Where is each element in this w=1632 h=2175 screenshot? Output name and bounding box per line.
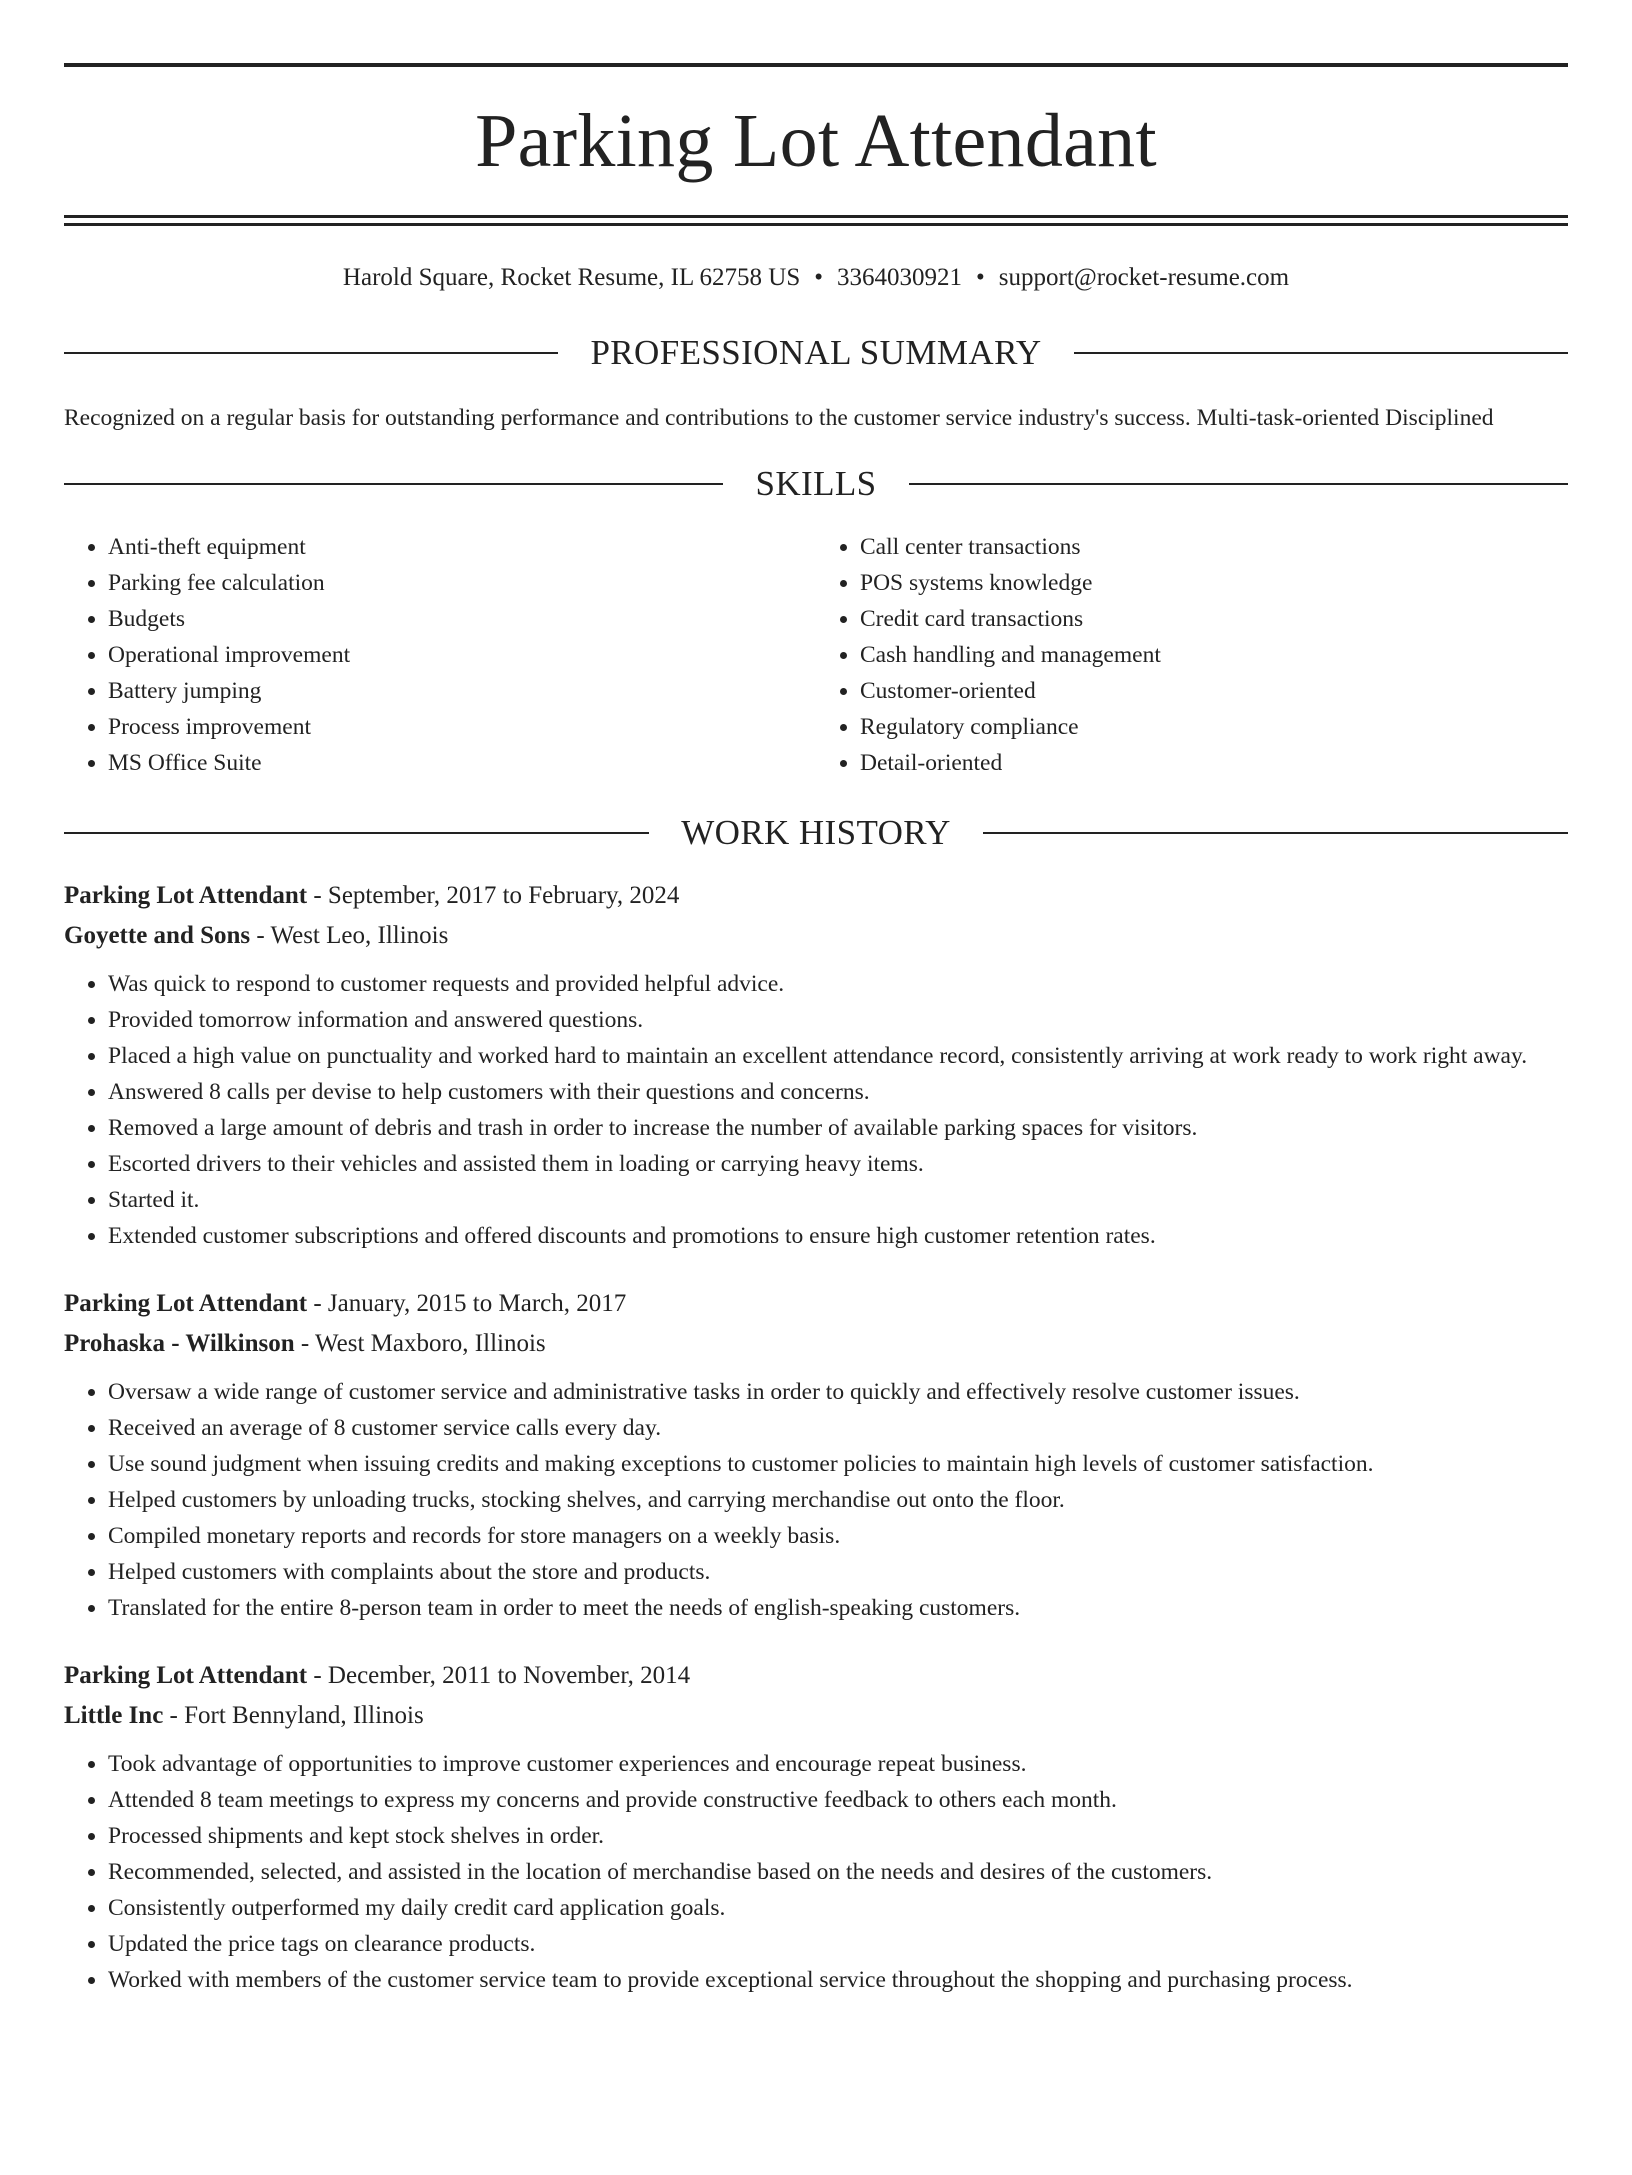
job-entry: [64, 876, 1568, 1254]
contact-separator: •: [976, 264, 985, 291]
job-title: Parking Lot Attendant: [64, 1290, 308, 1317]
job-bullet: • Use sound judgment when issuing credits and making exceptions to customer policies to maintain high levels of customer satisfaction.: [108, 1446, 1568, 1482]
job-bullets: [64, 1374, 1568, 1626]
job-bullet: • Answered 8 calls per devise to help customers with their questions and concerns.: [108, 1074, 1568, 1110]
job-bullet: • Recommended, selected, and assisted in the location of merchandise based on the needs and desires of the customers.: [108, 1854, 1568, 1890]
job-bullet: • Translated for the entire 8-person team in order to meet the needs of english-speaking customers.: [108, 1590, 1568, 1626]
job-dates: - September, 2017 to February, 2024: [307, 882, 680, 909]
job-entry: [64, 1284, 1568, 1626]
heading-rule: [64, 832, 649, 834]
job-dates: - December, 2011 to November, 2014: [307, 1662, 691, 1689]
heading-rule: [1074, 352, 1568, 354]
skill-item: • Anti-theft equipment: [108, 529, 816, 565]
job-location: - West Leo, Illinois: [250, 922, 449, 949]
job-title: Parking Lot Attendant: [64, 1662, 308, 1689]
job-bullet: • Helped customers with complaints about the store and products.: [108, 1554, 1568, 1590]
job-bullet: • Consistently outperformed my daily credit card application goals.: [108, 1890, 1568, 1926]
skill-item: • Operational improvement: [108, 637, 816, 673]
job-bullet: • Oversaw a wide range of customer service and administrative tasks in order to quickly and effectively resolve customer issues.: [108, 1374, 1568, 1410]
contact-email: support@rocket-resume.com: [998, 264, 1290, 291]
job-company-line: [64, 1696, 1568, 1736]
skill-item: • Call center transactions: [860, 529, 1568, 565]
contact-separator: •: [814, 264, 824, 291]
job-bullet: • Worked with members of the customer service team to provide exceptional service throughout the shopping and purchasing process.: [108, 1962, 1568, 1998]
skill-item: • Budgets: [108, 601, 816, 637]
skills-column-right: [816, 529, 1568, 781]
job-bullet: • Helped customers by unloading trucks, stocking shelves, and carrying merchandise out onto the floor.: [108, 1482, 1568, 1518]
summary-text: Recognized on a regular basis for outstanding performance and contributions to the customer service industry's success. Multi-task-oriented Disciplined: [64, 405, 1494, 431]
job-bullet: • Compiled monetary reports and records for store managers on a weekly basis.: [108, 1518, 1568, 1554]
job-company-line: [64, 916, 1568, 956]
job-bullet: • Extended customer subscriptions and offered discounts and promotions to ensure high customer retention rates.: [108, 1218, 1568, 1254]
heading-rule: [983, 832, 1568, 834]
skill-item: • MS Office Suite: [108, 745, 816, 781]
skills-list: [64, 529, 1568, 781]
skills-column-left: [64, 529, 816, 781]
contact-address: Harold Square, Rocket Resume, IL 62758 US: [342, 264, 801, 291]
section-title: PROFESSIONAL SUMMARY: [590, 333, 1042, 372]
job-dates: - January, 2015 to March, 2017: [307, 1290, 627, 1317]
skill-item: • Battery jumping: [108, 673, 816, 709]
heading-rule: [909, 483, 1568, 485]
job-title: Parking Lot Attendant: [64, 882, 308, 909]
skill-item: • Cash handling and management: [860, 637, 1568, 673]
job-bullet: • Updated the price tags on clearance products.: [108, 1926, 1568, 1962]
job-title-line: [64, 876, 1568, 916]
job-company: Little Inc: [64, 1702, 164, 1729]
skill-item: • Customer-oriented: [860, 673, 1568, 709]
heading-rule: [64, 483, 723, 485]
skill-item: • Credit card transactions: [860, 601, 1568, 637]
job-bullet: • Escorted drivers to their vehicles and assisted them in loading or carrying heavy items.: [108, 1146, 1568, 1182]
job-bullet: • Received an average of 8 customer service calls every day.: [108, 1410, 1568, 1446]
job-location: - Fort Bennyland, Illinois: [163, 1702, 424, 1729]
skill-item: • Parking fee calculation: [108, 565, 816, 601]
job-bullet: • Was quick to respond to customer requests and provided helpful advice.: [108, 966, 1568, 1002]
skill-item: • Detail-oriented: [860, 745, 1568, 781]
heading-rule: [64, 352, 558, 354]
section-heading-skills: [64, 466, 1568, 501]
contact-phone: 3364030921: [837, 264, 963, 291]
job-location: - West Maxboro, Illinois: [294, 1330, 546, 1357]
skill-item: • Regulatory compliance: [860, 709, 1568, 745]
resume-name: Parking Lot Attendant: [475, 99, 1157, 183]
section-heading-work: [64, 815, 1568, 850]
job-bullet: • Took advantage of opportunities to improve customer experiences and encourage repeat business.: [108, 1746, 1568, 1782]
section-title: WORK HISTORY: [681, 813, 951, 852]
resume-page: [0, 63, 1632, 2175]
job-title-line: [64, 1656, 1568, 1696]
job-bullet: • Placed a high value on punctuality and worked hard to maintain an excellent attendance record, consistently arriving at work ready to work right away.: [108, 1038, 1568, 1074]
skill-item: • Process improvement: [108, 709, 816, 745]
job-entry: [64, 1656, 1568, 1998]
double-rule: [64, 215, 1568, 226]
job-bullet: • Processed shipments and kept stock shelves in order.: [108, 1818, 1568, 1854]
job-bullets: [64, 1746, 1568, 1998]
job-bullet: • Provided tomorrow information and answered questions.: [108, 1002, 1568, 1038]
job-bullets: [64, 966, 1568, 1254]
contact-line: [64, 263, 1568, 293]
job-company-line: [64, 1324, 1568, 1364]
job-bullet: • Attended 8 team meetings to express my concerns and provide constructive feedback to others each month.: [108, 1782, 1568, 1818]
job-company: Prohaska - Wilkinson: [64, 1330, 295, 1357]
job-company: Goyette and Sons: [64, 922, 251, 949]
job-bullet: • Removed a large amount of debris and trash in order to increase the number of available parking spaces for visitors.: [108, 1110, 1568, 1146]
job-title-line: [64, 1284, 1568, 1324]
job-bullet: • Started it.: [108, 1182, 1568, 1218]
skill-item: • POS systems knowledge: [860, 565, 1568, 601]
section-title: SKILLS: [755, 464, 877, 503]
section-heading-summary: [64, 335, 1568, 370]
